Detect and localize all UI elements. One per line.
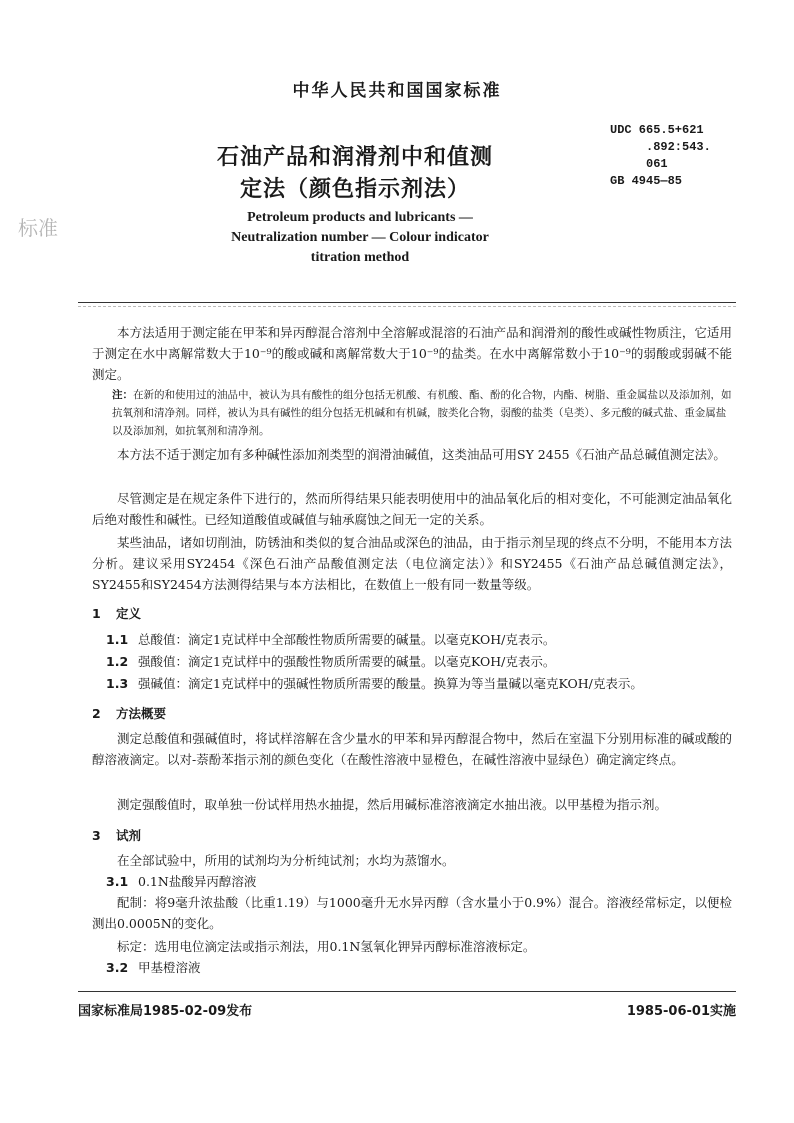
title-zh-line2: 定法（颜色指示剂法） (239, 177, 470, 202)
item-text: 强碱值：滴定1克试样中的强碱性物质所需要的酸量。换算为等当量碱以毫克KOH/克表示。 (138, 676, 643, 691)
header-rule-secondary (78, 306, 736, 307)
definition-item (106, 674, 736, 694)
section-1-heading (92, 604, 141, 622)
item-text: 总酸值：滴定1克试样中全部酸性物质所需要的碱量。以毫克KOH/克表示。 (138, 632, 556, 647)
title-zh-line1: 石油产品和润滑剂中和值测 (216, 145, 493, 170)
intro-paragraph-2: 本方法不适于测定加有多种碱性添加剂类型的润滑油碱值，这类油品可用SY 2455《石油产品总碱值测定法》。 (117, 447, 726, 462)
side-mark: 标准 (18, 216, 58, 240)
effective-date: 1985-06-01实施 (626, 1004, 736, 1019)
item-number: 1.1 (106, 632, 129, 647)
footer-rule (78, 991, 736, 992)
subsection-number: 3.1 (106, 874, 129, 889)
item-number: 1.2 (106, 654, 129, 669)
note-text: 在新的和使用过的油品中，被认为具有酸性的组分包括无机酸、有机酸、酯、酚的化合物，内酯、树脂、重金属盐以及添加剂，如抗氧剂和清净剂。同样，被认为具有碱性的组分包括无机碱和有机碱，胺类化合物，弱酸的盐类（皂类）、多元酸的碱式盐、重金属盐以及添加剂，如抗氧剂和清净剂。 (112, 389, 732, 437)
subsection-3-1-paragraph-1: 配制：将9毫升浓盐酸（比重1.19）与1000毫升无水异丙醇（含水量小于0.9%）混合。溶液经常标定，以便检测出0.0005N的变化。 (92, 895, 732, 931)
title-en-line2: Neutralization number — Colour indicator (231, 230, 489, 245)
item-number: 1.3 (106, 676, 129, 691)
definition-item (106, 630, 736, 650)
section-2-paragraph-1: 测定总酸值和强碱值时，将试样溶解在含少量水的甲苯和异丙醇混合物中，然后在室温下分别用标准的碱或酸的醇溶液滴定。以对-萘酚苯指示剂的颜色变化（在酸性溶液中显橙色，在碱性溶液中显绿色）确定滴定终点。 (92, 731, 732, 767)
item-text: 强酸值：滴定1克试样中的强酸性物质所需要的碱量。以毫克KOH/克表示。 (138, 654, 556, 669)
subsection-title: 0.1N盐酸异丙醇溶液 (138, 874, 257, 889)
section-1-number: 1 (92, 606, 101, 621)
header-rule (78, 302, 736, 303)
section-2-paragraph-2: 测定强酸值时，取单独一份试样用热水抽提，然后用碱标准溶液滴定水抽出液。以甲基橙为指示剂。 (117, 797, 668, 812)
subsection-3-2-heading (106, 958, 201, 976)
section-2-number: 2 (92, 706, 101, 721)
section-3-title: 试剂 (116, 828, 142, 843)
subsection-3-1-heading (106, 872, 256, 890)
issued-date: 国家标准局1985-02-09发布 (78, 1004, 253, 1019)
udc-line2: .892:543. (646, 140, 711, 154)
intro-note (112, 386, 732, 440)
section-1-title: 定义 (116, 606, 142, 621)
intro-paragraph-4: 某些油品，诸如切削油，防锈油和类似的复合油品或深色的油品，由于指示剂呈现的终点不分明，不能用本方法分析。建议采用SY2454《深色石油产品酸值测定法（电位滴定法）》和SY2455《石油产品总碱值测定法》，SY2455和SY2454方法测得结果与本方法相比，在数值上一般有同一数量等级。 (92, 535, 732, 592)
udc-line3: 061 (646, 157, 668, 171)
subsection-number: 3.2 (106, 960, 129, 975)
note-label: 注： (112, 389, 133, 401)
title-en-line3: titration method (310, 250, 410, 265)
subsection-title: 甲基橙溶液 (138, 960, 201, 975)
section-2-title: 方法概要 (116, 706, 167, 721)
title-en-line1: Petroleum products and lubricants — (247, 210, 473, 225)
standard-organization: 中华人民共和国国家标准 (292, 81, 502, 101)
section-2-heading (92, 704, 166, 722)
classification-codes (610, 122, 711, 190)
udc-line1: UDC 665.5+621 (610, 123, 704, 137)
gb-number: GB 4945—85 (610, 174, 683, 188)
intro-paragraph-3: 尽管测定是在规定条件下进行的，然而所得结果只能表明使用中的油品氧化后的相对变化，不可能测定油品氧化后绝对酸性和碱性。已经知道酸值或碱值与轴承腐蚀之间无一定的关系。 (92, 491, 732, 527)
subsection-3-1-paragraph-2: 标定：选用电位滴定法或指示剂法，用0.1N氢氧化钾异丙醇标准溶液标定。 (117, 939, 536, 954)
section-3-heading (92, 826, 141, 844)
section-3-number: 3 (92, 828, 101, 843)
section-3-paragraph-1: 在全部试验中，所用的试剂均为分析纯试剂；水均为蒸馏水。 (117, 853, 455, 868)
intro-paragraph-1: 本方法适用于测定能在甲苯和异丙醇混合溶剂中全溶解或混溶的石油产品和润滑剂的酸性或碱性物质注，它适用于测定在水中离解常数大于10⁻⁹的酸或碱和离解常数大于10⁻⁹的盐类。在水中离解常数小于10⁻⁹的弱酸或弱碱不能测定。 (92, 325, 732, 382)
definition-item (106, 652, 736, 672)
